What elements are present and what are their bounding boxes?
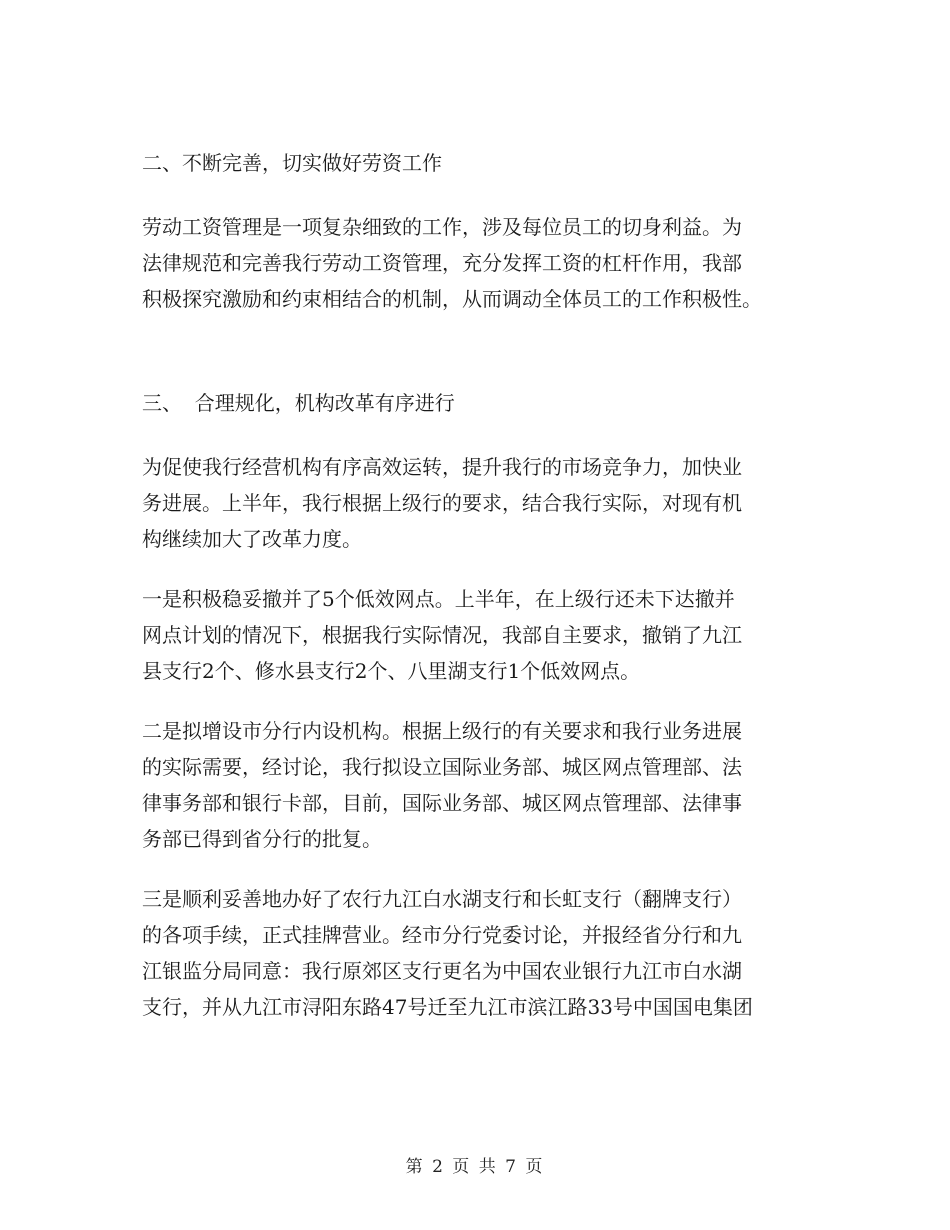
text-line: 一是积极稳妥撤并了5个低效网点。上半年，在上级行还未下达撤并 <box>142 587 735 611</box>
text-line: 县支行2个、修水县支行2个、八里湖支行1个低效网点。 <box>142 659 641 683</box>
text-line: 律事务部和银行卡部，目前，国际业务部、城区网点管理部、法律事 <box>142 791 742 815</box>
page-number-footer: 第 2 页 共 7 页 <box>405 1157 545 1177</box>
paragraph-wage-management <box>142 209 822 317</box>
text-line: 务部已得到省分行的批复。 <box>142 827 382 851</box>
text-line: 三是顺利妥善地办好了农行九江白水湖支行和长虹支行（翻牌支行） <box>142 887 742 911</box>
paragraph-branch-merge <box>142 581 822 689</box>
text-line: 积极探究激励和约束相结合的机制，从而调动全体员工的工作积极性。 <box>142 287 762 311</box>
document-body <box>142 145 822 1025</box>
text-line: 支行，并从九江市浔阳东路47号迁至九江市滨江路33号中国国电集团 <box>142 995 753 1019</box>
text-line: 二是拟增设市分行内设机构。根据上级行的有关要求和我行业务进展 <box>142 719 742 743</box>
text-line: 的实际需要，经讨论，我行拟设立国际业务部、城区网点管理部、法 <box>142 755 742 779</box>
text-line: 的各项手续，正式挂牌营业。经市分行党委讨论，并报经省分行和九 <box>142 923 742 947</box>
text-line: 构继续加大了改革力度。 <box>142 527 362 551</box>
text-line: 法律规范和完善我行劳动工资管理，充分发挥工资的杠杆作用，我部 <box>142 251 742 275</box>
paragraph-branch-rename <box>142 881 822 1025</box>
paragraph-reform-intro <box>142 449 822 557</box>
section-heading-3: 三、 合理规化，机构改革有序进行 <box>142 391 455 415</box>
paragraph-new-departments <box>142 713 822 857</box>
text-line: 务进展。上半年，我行根据上级行的要求，结合我行实际，对现有机 <box>142 491 742 515</box>
section-heading-2: 二、不断完善，切实做好劳资工作 <box>142 151 442 175</box>
text-line: 劳动工资管理是一项复杂细致的工作，涉及每位员工的切身利益。为 <box>142 215 742 239</box>
text-line: 为促使我行经营机构有序高效运转，提升我行的市场竞争力，加快业 <box>142 455 742 479</box>
text-line: 网点计划的情况下，根据我行实际情况，我部自主要求，撤销了九江 <box>142 623 742 647</box>
text-line: 江银监分局同意：我行原郊区支行更名为中国农业银行九江市白水湖 <box>142 959 742 983</box>
